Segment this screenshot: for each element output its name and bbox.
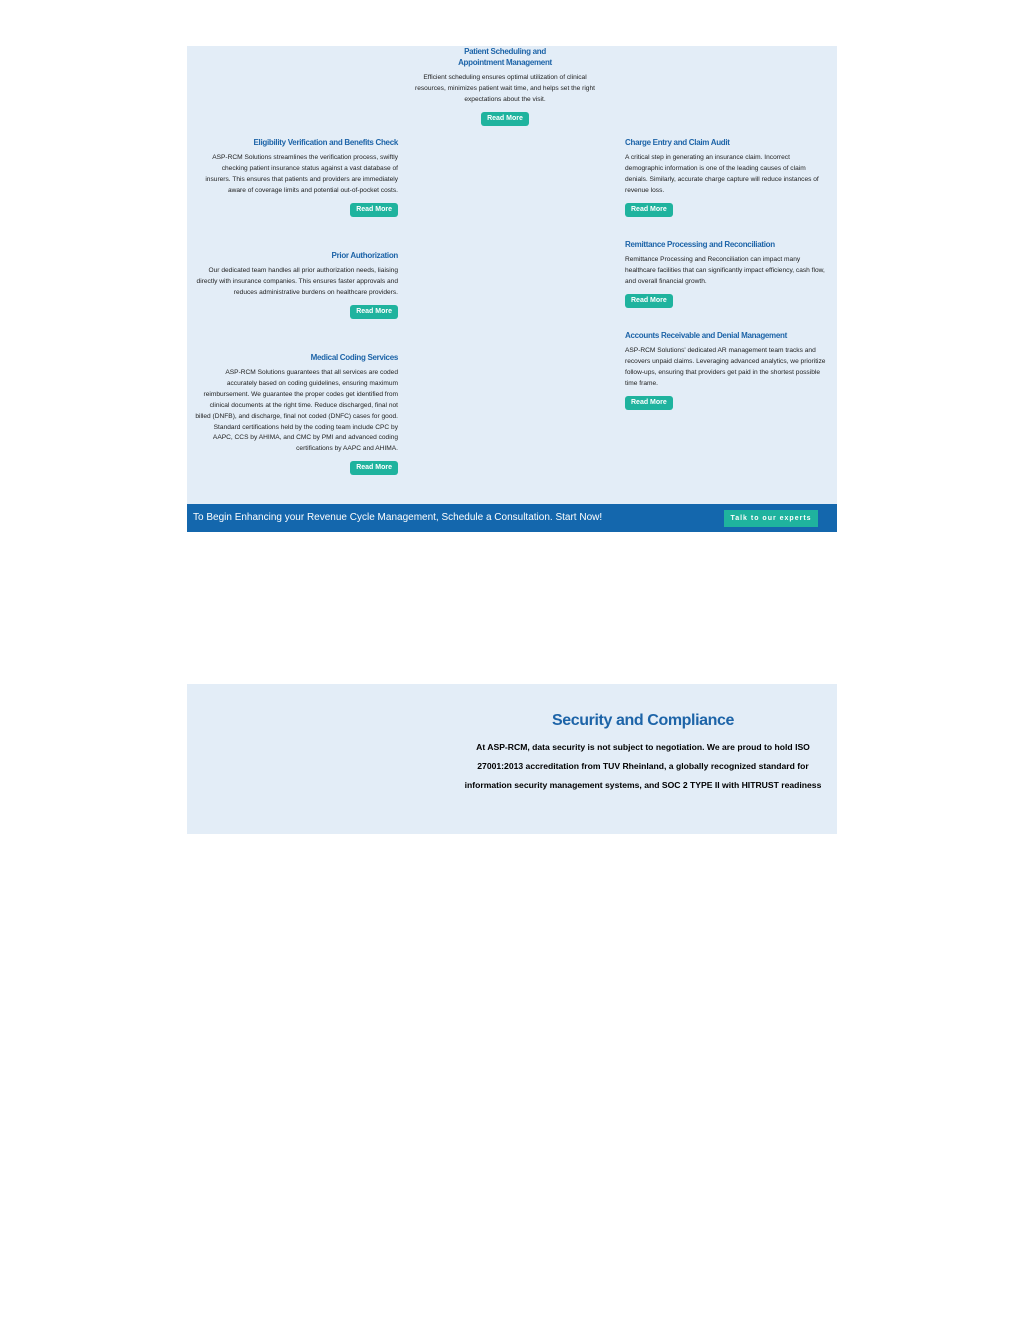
read-more-button[interactable]: Read More [625,294,673,308]
security-section [187,684,837,834]
section-title: Security and Compliance [552,712,734,729]
service-accounts-receivable [625,330,828,410]
service-title: Accounts Receivable and Denial Management [625,331,787,340]
service-description: ASP-RCM Solutions' dedicated AR management team tracks and recovers unpaid claims. Leveraging advanced analytics, we prioritize follow-ups, ensuring that providers get paid in the shortest possible time frame. [625,347,826,387]
cta-banner [187,504,837,532]
service-title: Charge Entry and Claim Audit [625,138,730,147]
service-description: Our dedicated team handles all prior authorization needs, liaising directly with insurance companies. This ensures faster approvals and reduces administrative burdens on healthcare providers. [196,267,398,296]
service-patient-scheduling [412,46,598,126]
service-title: Eligibility Verification and Benefits Check [253,138,398,147]
talk-to-experts-button[interactable]: Talk to our experts [724,510,818,527]
service-title: Remittance Processing and Reconciliation [625,240,775,249]
service-description: Efficient scheduling ensures optimal utilization of clinical resources, minimizes patient wait time, and helps set the right expectations about the visit. [415,74,595,103]
service-title: Medical Coding Services [310,353,398,362]
read-more-button[interactable]: Read More [625,203,673,217]
service-description: A critical step in generating an insurance claim. Incorrect demographic information is one of the leading causes of claim denials. Similarly, accurate charge capture will reduce instances of revenue loss. [625,154,819,194]
service-description: ASP-RCM Solutions guarantees that all services are coded accurately based on coding guidelines, ensuring maximum reimbursement. We guarantee the proper codes get identified from clinical documents at the right time. Reduce discharged, final not billed (DNFB), and discharge, final not coded (DNFC) cases for good. Standard certifications held by the coding team include CPC by AAPC, CCS by AHIMA, and CMC by PMI and advanced coding certifications by AAPC and AHIMA. [195,369,398,453]
read-more-button[interactable]: Read More [350,203,398,217]
service-title: Prior Authorization [331,251,398,260]
services-section [187,46,837,504]
read-more-button[interactable]: Read More [625,396,673,410]
service-title: Patient Scheduling and Appointment Management [458,47,552,67]
read-more-button[interactable]: Read More [350,305,398,319]
security-content [457,710,829,795]
cta-text: To Begin Enhancing your Revenue Cycle Management, Schedule a Consultation. Start Now! [193,512,603,523]
service-eligibility [195,137,398,217]
section-description: At ASP-RCM, data security is not subject to negotiation. We are proud to hold ISO 27001:2013 accreditation from TUV Rheinland, a globally recognized standard for information security management systems, and SOC 2 TYPE II with HITRUST readiness [464,742,822,790]
service-medical-coding [195,352,398,475]
read-more-button[interactable]: Read More [481,112,529,126]
service-remittance [625,239,828,308]
service-description: ASP-RCM Solutions streamlines the verification process, swiftly checking patient insurance status against a vast database of insurers. This ensures that patients and providers are immediately aware of coverage limits and potential out-of-pocket costs. [205,154,398,194]
service-prior-authorization [189,250,398,319]
service-description: Remittance Processing and Reconciliation can impact many healthcare facilities that can significantly impact efficiency, cash flow, and overall financial growth. [625,256,825,285]
service-charge-entry [625,137,828,217]
read-more-button[interactable]: Read More [350,461,398,475]
